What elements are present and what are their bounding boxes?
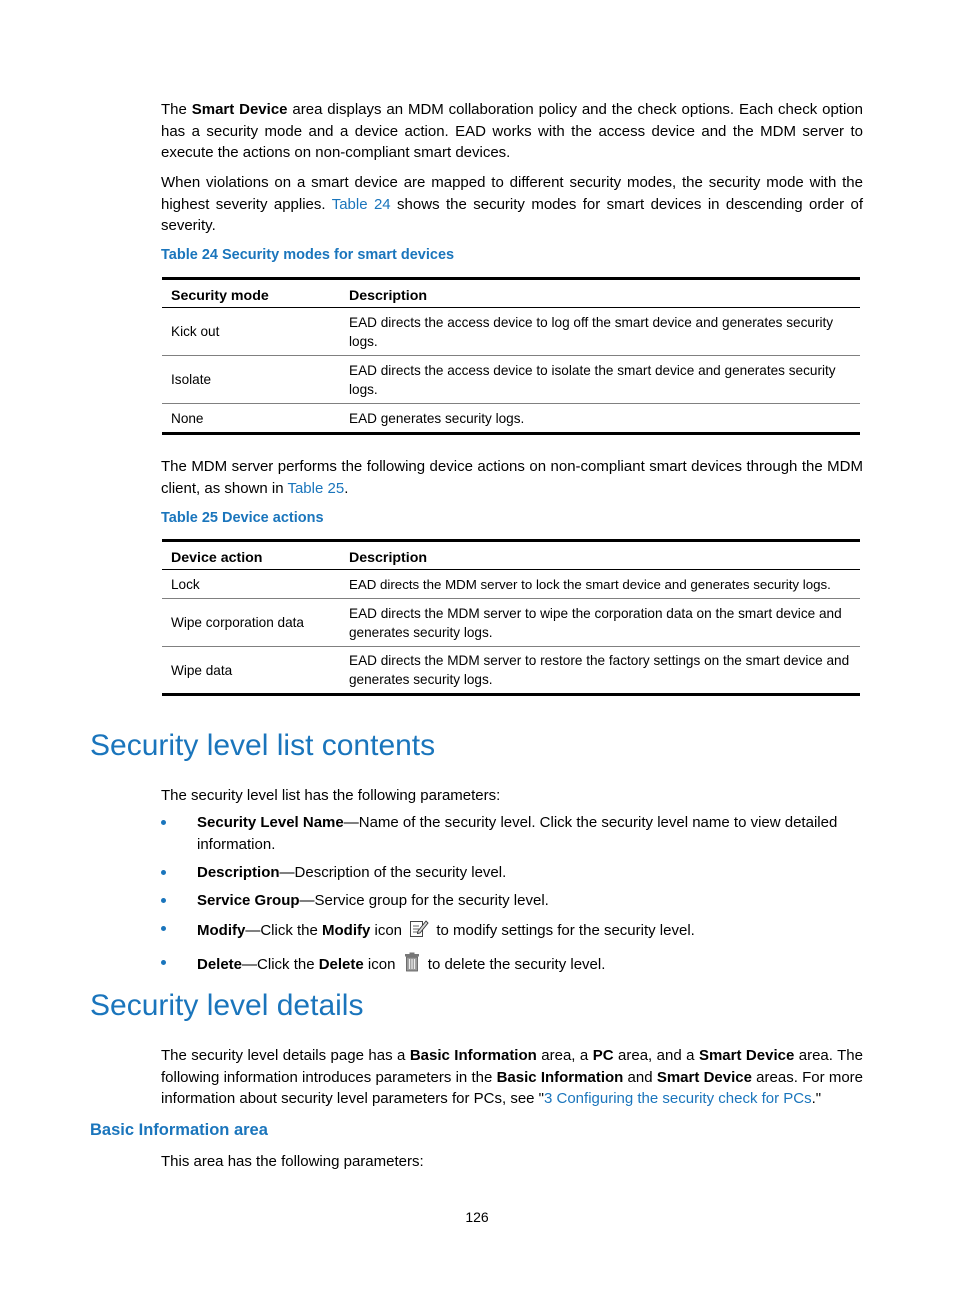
- text: —Name of the security level. Click the security level name to view detailed information.: [197, 814, 838, 853]
- table-header-row: [162, 279, 860, 308]
- table-row: [162, 356, 860, 404]
- text: —Service group for the security level.: [299, 891, 549, 909]
- table-row: [162, 308, 860, 356]
- table-25-caption: Table 25 Device actions: [161, 510, 324, 526]
- subsection-heading-basic-info: Basic Information area: [90, 1121, 268, 1139]
- text: When violations on a smart device are mapped to different security modes, the security mode with the highest severity applies.: [161, 174, 863, 213]
- column-header: Description: [340, 279, 860, 308]
- text: —Click the: [242, 956, 319, 973]
- text: The security level details page has a: [161, 1047, 410, 1064]
- table-cell: EAD generates security logs.: [340, 404, 860, 434]
- table-cell: Isolate: [162, 356, 340, 404]
- bullet-icon: [161, 898, 166, 903]
- details-paragraph: [161, 1045, 863, 1110]
- table-cell: EAD directs the MDM server to restore the factory settings on the smart device and generates security logs.: [340, 647, 860, 695]
- text: The MDM server performs the following device actions on non-compliant smart devices through the MDM client, as shown in: [161, 458, 863, 497]
- table-cell: EAD directs the MDM server to lock the smart device and generates security logs.: [340, 570, 860, 599]
- text: area. The following information introduces parameters in the: [161, 1047, 863, 1086]
- configuring-pc-check-link[interactable]: 3 Configuring the security check for PCs: [544, 1090, 812, 1107]
- bullet-icon: [161, 960, 166, 965]
- device-actions-table: [162, 539, 860, 696]
- table-row: [162, 599, 860, 647]
- term-smart-device: Smart Device: [191, 101, 288, 118]
- table-cell: EAD directs the access device to isolate the smart device and generates security logs.: [340, 356, 860, 404]
- security-modes-table: [162, 277, 860, 435]
- list-item: [161, 890, 861, 912]
- text: to modify settings for the security level.: [432, 921, 695, 939]
- term: Modify: [322, 921, 371, 939]
- term: Basic Information: [496, 1068, 624, 1086]
- text: —Description of the security level.: [279, 863, 507, 881]
- term: Delete: [318, 956, 364, 973]
- section-intro: The security level list has the following parameters:: [161, 787, 501, 804]
- section-heading-details: Security level details: [90, 989, 364, 1022]
- table-cell: EAD directs the access device to log off the smart device and generates security logs.: [340, 308, 860, 356]
- table-24-link[interactable]: Table 24: [331, 195, 391, 213]
- text: —Click the: [245, 921, 323, 939]
- column-header: Description: [340, 541, 860, 570]
- trash-icon: [403, 952, 421, 979]
- text: icon: [370, 921, 403, 939]
- text: area, and a: [613, 1047, 699, 1064]
- list-item: [161, 918, 861, 945]
- table-24-caption: Table 24 Security modes for smart devices: [161, 247, 455, 263]
- text: area displays an MDM collaboration policy and the check options. Each check option has a security mode and a device action. EAD works with the access device and the MDM server to execute the actions on non-compliant smart devices.: [161, 101, 863, 161]
- intro-paragraph-1: [161, 99, 863, 164]
- bullet-icon: [161, 926, 166, 931]
- section-heading-list-contents: Security level list contents: [90, 729, 436, 762]
- table-header-row: [162, 541, 860, 570]
- term: Modify: [197, 921, 246, 939]
- table-row: [162, 570, 860, 599]
- parameter-list: [161, 812, 861, 985]
- list-item: [161, 812, 861, 855]
- list-item: [161, 952, 861, 979]
- term: PC: [592, 1047, 614, 1064]
- device-actions-paragraph: [161, 456, 863, 499]
- bullet-icon: [161, 820, 166, 825]
- term: Basic Information: [409, 1047, 537, 1064]
- term: Smart Device: [656, 1068, 752, 1086]
- edit-icon: [409, 918, 429, 945]
- table-cell: Lock: [162, 570, 340, 599]
- text: .: [344, 479, 349, 497]
- text: shows the security modes for smart devices in descending order of severity.: [161, 195, 863, 234]
- intro-paragraph-2: [161, 172, 863, 237]
- table-cell: Wipe data: [162, 647, 340, 695]
- table-25-link[interactable]: Table 25: [287, 479, 345, 497]
- term: Security Level Name: [197, 814, 344, 831]
- text: .": [811, 1090, 822, 1107]
- list-item: [161, 862, 861, 884]
- table-row: [162, 647, 860, 695]
- table-row: [162, 404, 860, 434]
- text: areas. For more information about security level parameters for PCs, see ": [161, 1068, 864, 1107]
- column-header: Security mode: [162, 279, 340, 308]
- term: Description: [197, 863, 280, 881]
- text: The: [161, 101, 192, 118]
- column-header: Device action: [162, 541, 340, 570]
- text: area, a: [536, 1047, 593, 1064]
- text: to delete the security level.: [423, 956, 606, 973]
- table-cell: Wipe corporation data: [162, 599, 340, 647]
- term: Delete: [197, 956, 243, 973]
- text: and: [623, 1068, 657, 1086]
- bullet-icon: [161, 870, 166, 875]
- term: Smart Device: [698, 1047, 795, 1064]
- text: icon: [363, 956, 396, 973]
- table-cell: None: [162, 404, 340, 434]
- table-cell: Kick out: [162, 308, 340, 356]
- table-cell: EAD directs the MDM server to wipe the corporation data on the smart device and generates security logs.: [340, 599, 860, 647]
- term: Service Group: [197, 891, 300, 909]
- page-number: 126: [465, 1209, 489, 1225]
- subsection-intro: This area has the following parameters:: [161, 1153, 424, 1170]
